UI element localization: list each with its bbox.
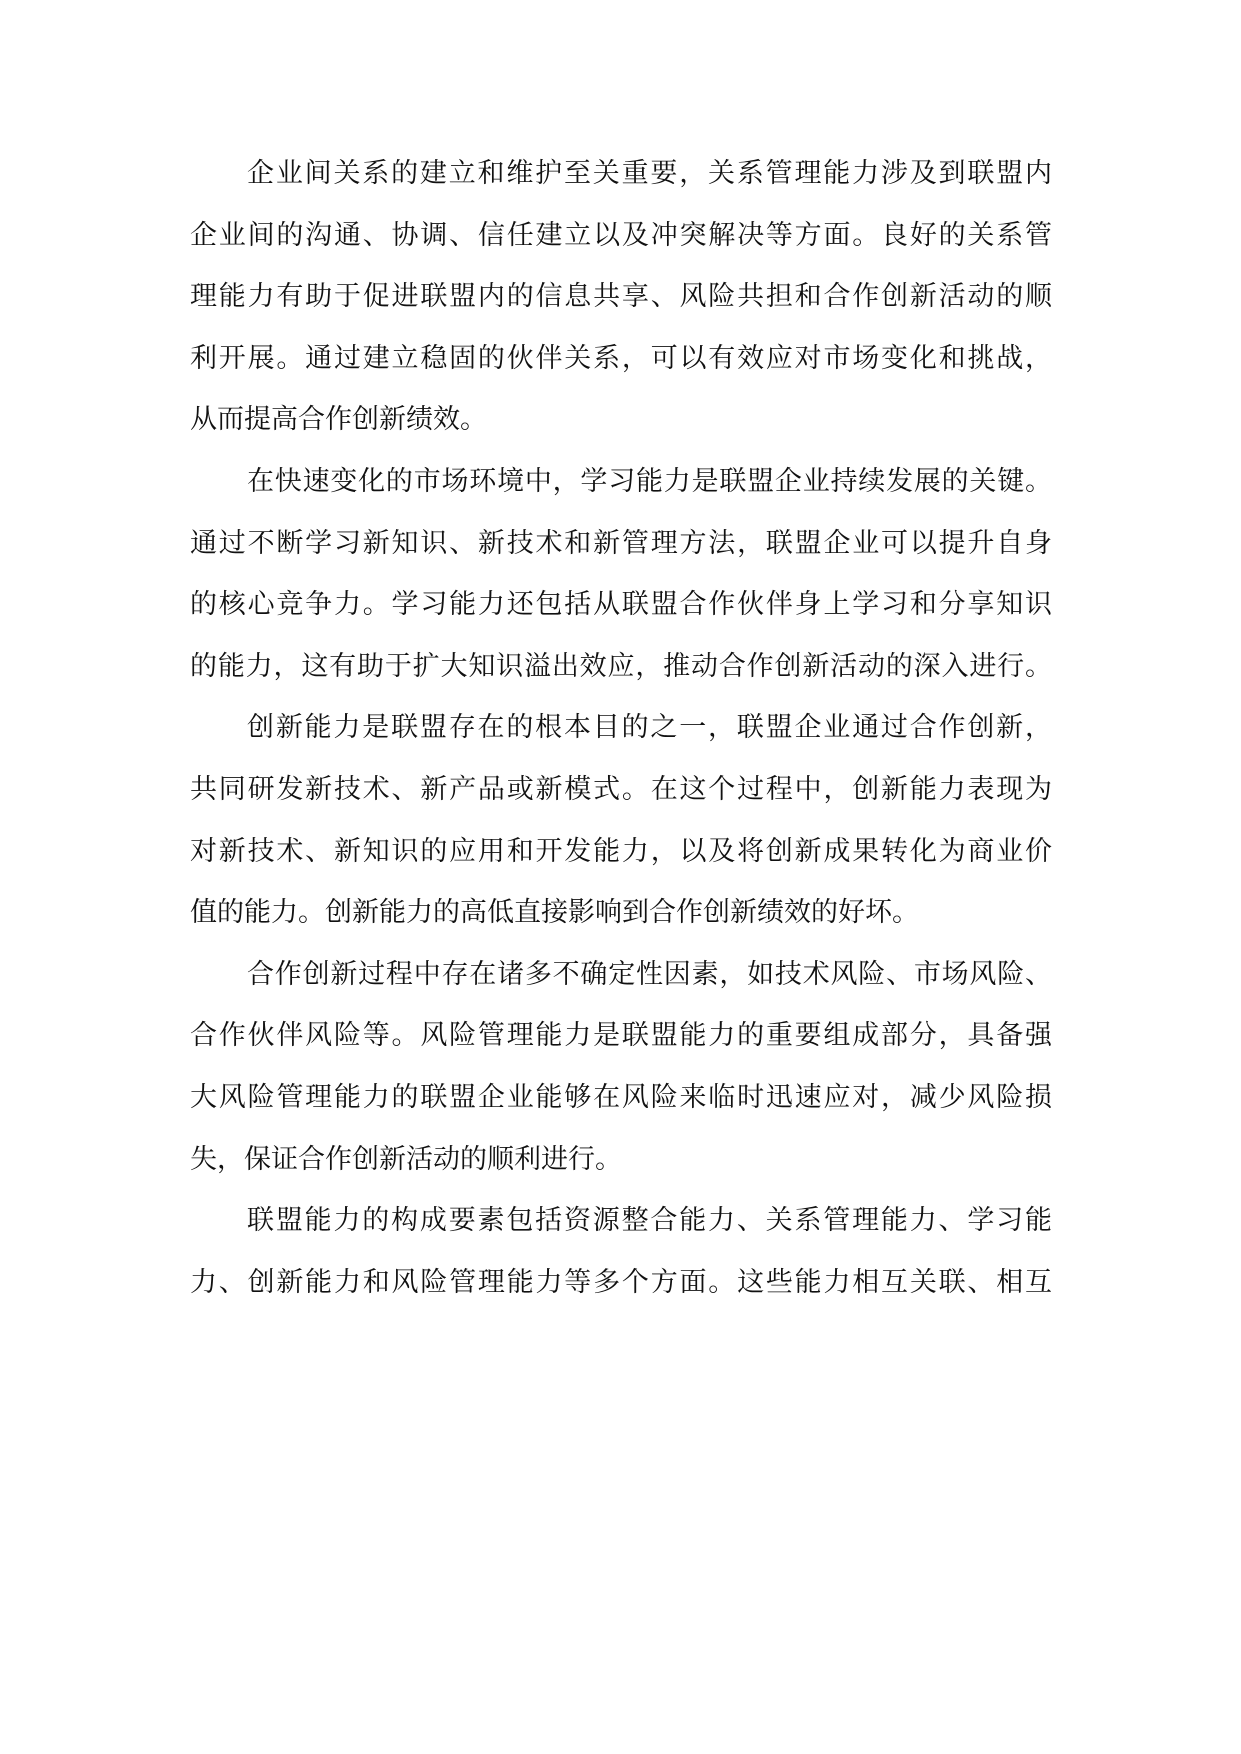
paragraph-learning-ability xyxy=(190,451,1052,697)
text-line: 企业间关系的建立和维护至关重要，关系管理能力涉及到联盟内 xyxy=(247,158,1052,189)
text-line: 在快速变化的市场环境中，学习能力是联盟企业持续发展的关键。 xyxy=(247,465,1052,497)
text-line: 合作伙伴风险等。风险管理能力是联盟能力的重要组成部分，具备强 xyxy=(190,1020,1052,1052)
document-body xyxy=(190,143,1052,1313)
text-line: 理能力有助于促进联盟内的信息共享、风险共担和合作创新活动的顺 xyxy=(190,281,1052,313)
text-line: 通过不断学习新知识、新技术和新管理方法，联盟企业可以提升自身 xyxy=(190,527,1052,559)
paragraph-alliance-capability-elements xyxy=(190,1190,1052,1313)
text-line: 共同研发新技术、新产品或新模式。在这个过程中，创新能力表现为 xyxy=(190,773,1052,805)
text-line: 大风险管理能力的联盟企业能够在风险来临时迅速应对，减少风险损 xyxy=(190,1081,1052,1113)
text-line: 力、创新能力和风险管理能力等多个方面。这些能力相互关联、相互 xyxy=(190,1266,1052,1298)
paragraph-relationship-management xyxy=(190,143,1052,451)
paragraph-risk-management xyxy=(190,944,1052,1190)
text-line: 值的能力。创新能力的高低直接影响到合作创新绩效的好坏。 xyxy=(190,897,919,929)
paragraph-innovation-ability xyxy=(190,697,1052,943)
text-line: 的能力，这有助于扩大知识溢出效应，推动合作创新活动的深入进行。 xyxy=(190,650,1052,682)
text-line: 企业间的沟通、协调、信任建立以及冲突解决等方面。良好的关系管 xyxy=(190,219,1052,251)
text-line: 利开展。通过建立稳固的伙伴关系，可以有效应对市场变化和挑战， xyxy=(190,342,1052,374)
text-line: 对新技术、新知识的应用和开发能力，以及将创新成果转化为商业价 xyxy=(190,835,1052,867)
text-line: 联盟能力的构成要素包括资源整合能力、关系管理能力、学习能 xyxy=(247,1205,1052,1237)
text-line: 失，保证合作创新活动的顺利进行。 xyxy=(190,1143,622,1175)
text-line: 的核心竞争力。学习能力还包括从联盟合作伙伴身上学习和分享知识 xyxy=(190,589,1052,621)
text-line: 合作创新过程中存在诸多不确定性因素，如技术风险、市场风险、 xyxy=(247,958,1052,990)
text-line: 从而提高合作创新绩效。 xyxy=(190,404,487,436)
text-line: 创新能力是联盟存在的根本目的之一，联盟企业通过合作创新， xyxy=(247,712,1052,744)
